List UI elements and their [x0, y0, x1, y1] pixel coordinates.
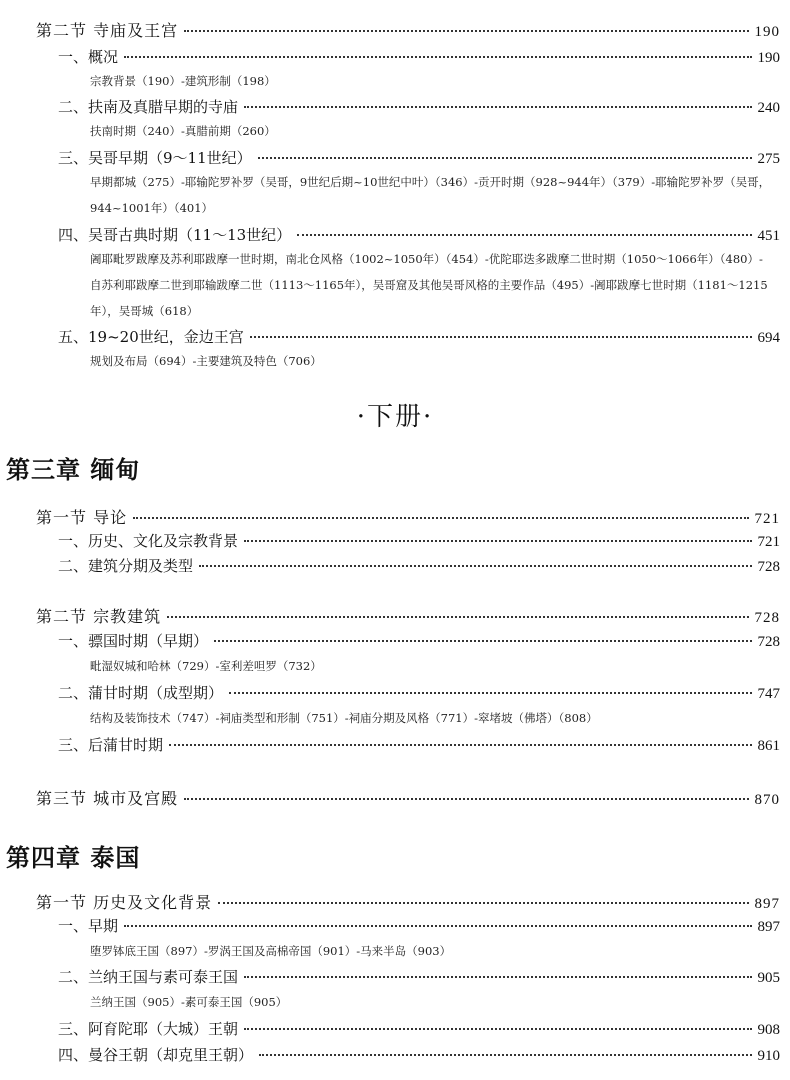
- leader-dots: [169, 744, 751, 746]
- toc-entry-title: 四、吴哥古典时期（11～13世纪）: [58, 226, 292, 244]
- toc-page-number: 721: [757, 534, 780, 550]
- toc-page-number: 728: [757, 559, 780, 575]
- toc-page-number: 451: [757, 228, 780, 244]
- toc-page-number: 905: [757, 970, 780, 986]
- toc-entry-title: 二、扶南及真腊早期的寺庙: [58, 98, 239, 116]
- toc-section[interactable]: [36, 890, 780, 913]
- toc-section-title: 第一节 历史及文化背景: [36, 893, 213, 912]
- toc-page-number: 870: [754, 792, 780, 808]
- toc-entry-title: 五、19~20世纪，金边王宫: [58, 328, 244, 346]
- toc-entry[interactable]: [58, 147, 780, 168]
- toc-page-number: 694: [757, 330, 780, 346]
- toc-entry-title: 三、阿育陀耶（大城）王朝: [58, 1020, 239, 1038]
- toc-entry-title: 一、早期: [58, 917, 119, 935]
- leader-dots: [244, 1028, 751, 1030]
- toc-entry-title: 一、骠国时期（早期）: [58, 632, 209, 650]
- toc-page-number: 747: [757, 686, 780, 702]
- toc-entry[interactable]: [58, 96, 780, 117]
- toc-entry-detail: 宗教背景（190）-建筑形制（198）: [90, 74, 276, 88]
- toc-entry[interactable]: [58, 530, 780, 551]
- leader-dots: [199, 565, 751, 567]
- toc-entry[interactable]: [58, 555, 780, 576]
- toc-entry[interactable]: [58, 1044, 780, 1065]
- toc-entry-detail: 毗湿奴城和哈林（729）-室利差呾罗（732）: [90, 659, 322, 673]
- leader-dots: [244, 106, 751, 108]
- toc-entry-title: 二、蒲甘时期（成型期）: [58, 684, 224, 702]
- toc-page-number: 728: [757, 634, 780, 650]
- toc-page-number: 190: [754, 24, 780, 40]
- toc-page-number: 897: [754, 896, 780, 912]
- toc-entry-detail: 早期都城（275）-耶输陀罗补罗（吴哥，9世纪后期~10世纪中叶）（346）-贡开时期（928~944年）（379）-耶输陀罗补罗（吴哥，944~1001年）（401）: [90, 175, 771, 215]
- toc-section-title: 第一节 导论: [36, 508, 128, 527]
- toc-entry-detail: 兰纳王国（905）-素可泰王国（905）: [90, 995, 288, 1009]
- leader-dots: [250, 336, 752, 338]
- leader-dots: [244, 540, 751, 542]
- toc-section-title: 第二节 宗教建筑: [36, 607, 162, 626]
- toc-entry-title: 三、吴哥早期（9～11世纪）: [58, 149, 252, 167]
- toc-entry-title: 四、曼谷王朝（却克里王朝）: [58, 1046, 254, 1064]
- toc-entry[interactable]: [58, 966, 780, 987]
- toc-entry[interactable]: [58, 682, 780, 703]
- toc-entry[interactable]: [58, 326, 780, 347]
- toc-page-number: 721: [754, 511, 780, 527]
- toc-page-number: 908: [757, 1022, 780, 1038]
- toc-entry[interactable]: [58, 224, 780, 245]
- leader-dots: [124, 925, 751, 927]
- toc-page-number: 190: [757, 50, 780, 66]
- toc-entry-title: 一、概况: [58, 48, 119, 66]
- toc-entry[interactable]: [58, 46, 780, 67]
- toc-entry-title: 二、建筑分期及类型: [58, 557, 194, 575]
- toc-entry-title: 二、兰纳王国与素可泰王国: [58, 968, 239, 986]
- leader-dots: [167, 616, 748, 618]
- toc-page-number: 728: [754, 610, 780, 626]
- leader-dots: [259, 1054, 751, 1056]
- leader-dots: [229, 692, 751, 694]
- leader-dots: [184, 30, 748, 32]
- leader-dots: [124, 56, 751, 58]
- toc-section-title: 第三节 城市及宫殿: [36, 789, 179, 808]
- toc-page-number: 275: [757, 151, 780, 167]
- toc-section[interactable]: [36, 505, 780, 528]
- toc-entry-detail: 规划及布局（694）-主要建筑及特色（706）: [90, 354, 322, 368]
- toc-entry[interactable]: [58, 734, 780, 755]
- leader-dots: [133, 517, 748, 519]
- toc-entry-detail: 阇耶毗罗跋摩及苏利耶跋摩一世时期，南北仓风格（1002~1050年）（454）-优陀耶迭多跋摩二世时期（1050～1066年）（480）-自苏利耶跋摩二世到耶输跋摩二世（1113～1165年），吴哥窟及其他吴哥风格的主要作品（495）-阇耶跋摩七世时期（1181～1215年），吴哥城（618）: [90, 252, 768, 318]
- toc-page-number: 240: [757, 100, 780, 116]
- toc-section-title: 第二节 寺庙及王宫: [36, 21, 179, 40]
- toc-page-number: 910: [757, 1048, 780, 1064]
- toc-entry-detail: 堕罗钵底王国（897）-罗涡王国及高棉帝国（901）-马来半岛（903）: [90, 944, 452, 958]
- toc-entry-detail: 结构及装饰技术（747）-祠庙类型和形制（751）-祠庙分期及风格（771）-窣堵坡（佛塔）（808）: [90, 711, 598, 725]
- volume-title: ·下册·: [356, 402, 434, 432]
- toc-entry[interactable]: [58, 1018, 780, 1039]
- chapter-title: 第四章 泰国: [6, 844, 141, 872]
- leader-dots: [184, 798, 748, 800]
- toc-entry[interactable]: [58, 630, 780, 651]
- toc-section[interactable]: [36, 18, 780, 41]
- toc-section[interactable]: [36, 604, 780, 627]
- toc-entry-title: 一、历史、文化及宗教背景: [58, 532, 239, 550]
- toc-entry-detail: 扶南时期（240）-真腊前期（260）: [90, 124, 276, 138]
- toc-entry-title: 三、后蒲甘时期: [58, 736, 164, 754]
- toc-entry[interactable]: [58, 915, 780, 936]
- leader-dots: [258, 157, 752, 159]
- leader-dots: [218, 902, 748, 904]
- leader-dots: [297, 234, 751, 236]
- leader-dots: [214, 640, 751, 642]
- toc-page-number: 897: [757, 919, 780, 935]
- toc-page-number: 861: [757, 738, 780, 754]
- chapter-title: 第三章 缅甸: [6, 456, 141, 484]
- toc-section[interactable]: [36, 786, 780, 809]
- leader-dots: [244, 976, 751, 978]
